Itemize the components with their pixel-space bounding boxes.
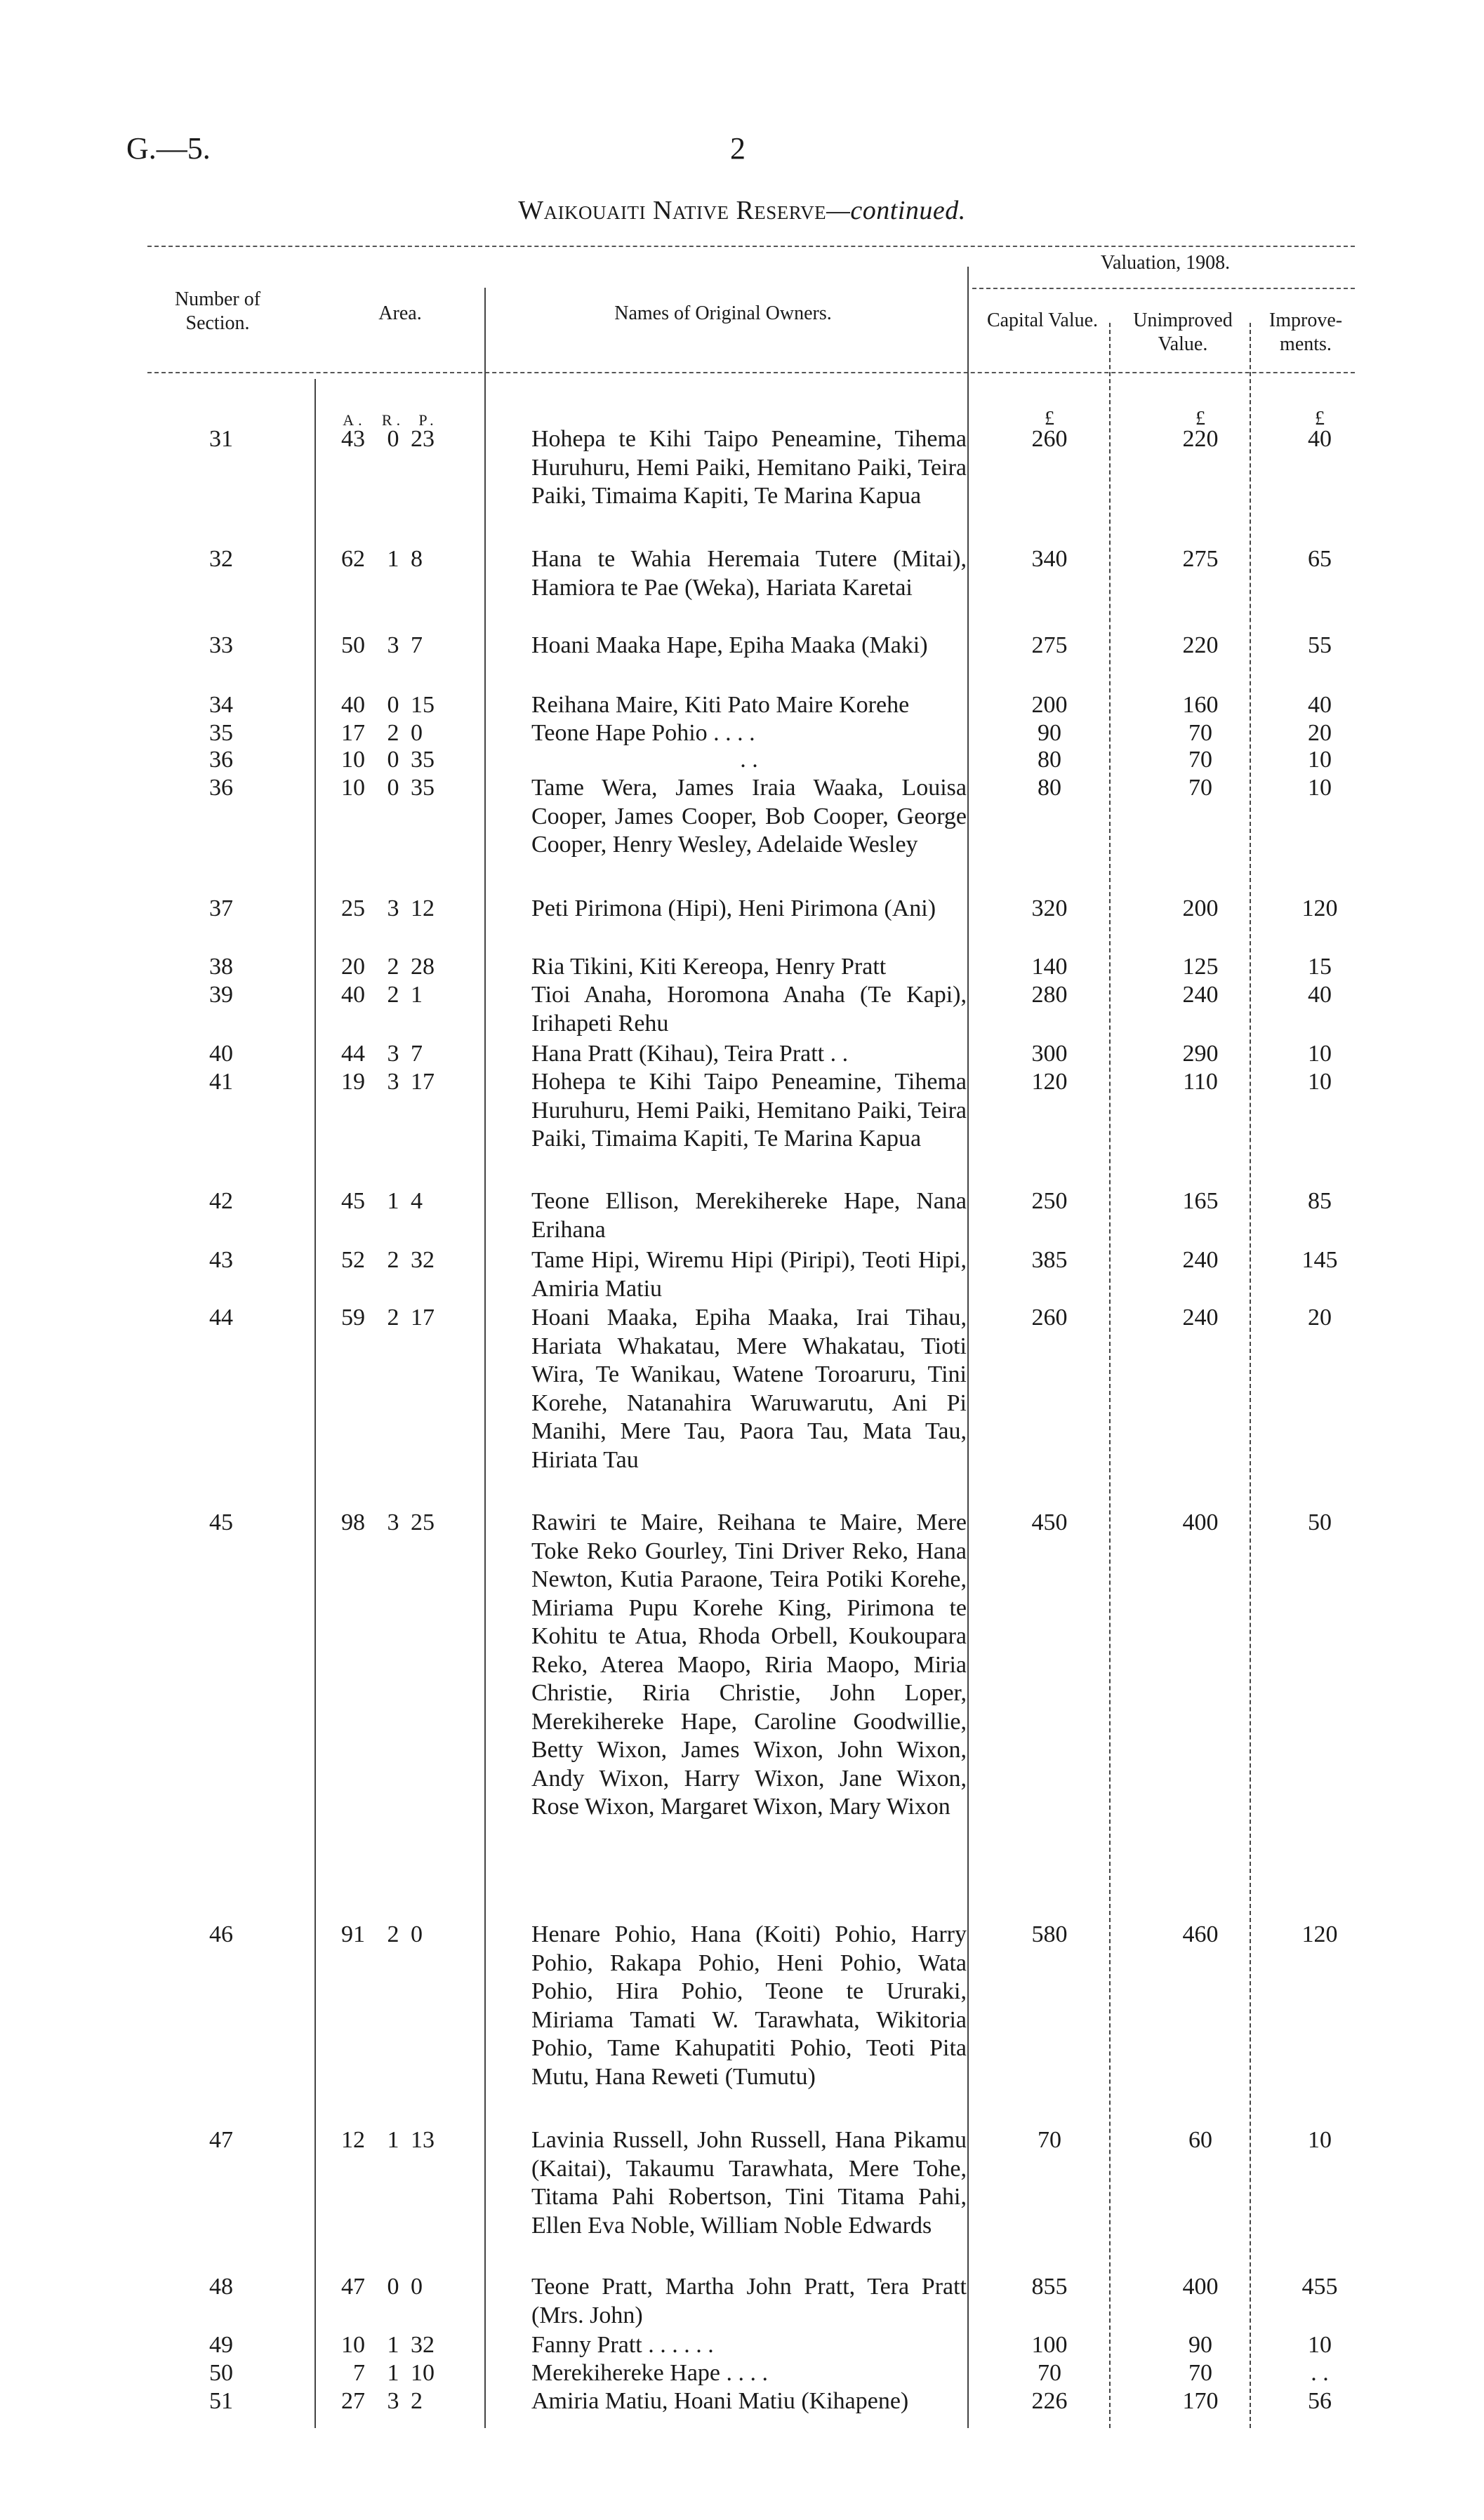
section-number: 46 (209, 1921, 233, 1947)
valuation-subrule (972, 288, 1355, 289)
title-main: Waikouaiti Native Reserve (518, 196, 827, 225)
capital-value: 70 (1038, 2127, 1061, 2153)
unimproved-value: 70 (1188, 2360, 1212, 2386)
area-roods: 3 (387, 1509, 399, 1535)
unimproved-value: 460 (1182, 1921, 1219, 1947)
unimproved-value: 275 (1182, 546, 1219, 572)
area-perches: 28 (411, 954, 435, 980)
area-perches: 32 (411, 1247, 435, 1273)
area-perches: 0 (411, 2274, 423, 2300)
capital-value: 250 (1031, 1188, 1068, 1214)
capital-value: 260 (1031, 426, 1068, 452)
area-acres: 25 (341, 895, 365, 921)
unit-roods: R. (381, 411, 405, 429)
owner-names: Merekihereke Hape . . . . (531, 2360, 769, 2386)
improvements-value: 85 (1308, 1188, 1332, 1214)
area-perches: 1 (411, 982, 423, 1008)
area-acres: 19 (341, 1069, 365, 1095)
area-acres: 27 (341, 2388, 365, 2414)
area-acres: 44 (341, 1041, 365, 1067)
area-perches: 35 (411, 775, 435, 801)
unimproved-value: 170 (1182, 2388, 1219, 2414)
area-acres: 59 (341, 1305, 365, 1331)
capital-value: 80 (1038, 775, 1061, 801)
section-number: 49 (209, 2332, 233, 2358)
currency-unimproved: £ (1195, 408, 1205, 429)
owner-names: Tame Wera, James Iraia Waaka, Louisa Cooper, James Cooper, Bob Cooper, George Cooper, Henry Wesley, Adelaide Wesley (531, 775, 967, 858)
improvements-value: 65 (1308, 546, 1332, 572)
owner-names: Reihana Maire, Kiti Pato Maire Korehe (531, 692, 910, 718)
improvements-value: 10 (1308, 1041, 1332, 1067)
section-number: 35 (209, 720, 233, 746)
area-acres: 45 (341, 1188, 365, 1214)
area-perches: 2 (411, 2388, 423, 2414)
area-roods: 1 (387, 546, 399, 572)
area-perches: 15 (411, 692, 435, 718)
section-number: 31 (209, 426, 233, 452)
unimproved-value: 240 (1182, 1247, 1219, 1273)
owner-names: Henare Pohio, Hana (Koiti) Pohio, Harry Pohio, Rakapa Pohio, Heni Pohio, Wata Pohio, Hira Pohio, Teone te Ururaki, Miriama Tamati W. Tarawhata, Wikitoria Pohio, Tame Kahupatiti Pohio, Teoti Pita Mutu, Hana Reweti (Tumutu) (531, 1921, 967, 2090)
unimproved-value: 60 (1188, 2127, 1212, 2153)
section-number: 50 (209, 2360, 233, 2386)
area-roods: 2 (387, 1921, 399, 1947)
table-top-rule (147, 246, 1355, 247)
area-perches: 7 (411, 632, 423, 658)
improvements-value: 10 (1308, 2332, 1332, 2358)
owner-names: Hohepa te Kihi Taipo Peneamine, Tihema Huruhuru, Hemi Paiki, Hemitano Paiki, Teira Paiki, Timaima Kapiti, Te Marina Kapua (531, 426, 967, 509)
area-perches: 8 (411, 546, 423, 572)
capital-value: 300 (1031, 1041, 1068, 1067)
unimproved-value: 400 (1182, 1509, 1219, 1535)
unimproved-value: 160 (1182, 692, 1219, 718)
owner-names: Ria Tikini, Kiti Kereopa, Henry Pratt (531, 954, 887, 980)
section-number: 34 (209, 692, 233, 718)
area-acres: 47 (341, 2274, 365, 2300)
capital-value: 100 (1031, 2332, 1068, 2358)
area-roods: 0 (387, 775, 399, 801)
area-roods: 3 (387, 2388, 399, 2414)
column-divider-capital (967, 267, 969, 2428)
improvements-value: 10 (1308, 1069, 1332, 1095)
header-capital: Capital Value. (986, 309, 1099, 331)
section-number: 36 (209, 775, 233, 801)
improvements-value: 20 (1308, 1305, 1332, 1331)
area-roods: 1 (387, 2360, 399, 2386)
improvements-value: 55 (1308, 632, 1332, 658)
header-valuation: Valuation, 1908. (1100, 252, 1231, 274)
area-roods: 3 (387, 1041, 399, 1067)
area-perches: 13 (411, 2127, 435, 2153)
area-roods: 1 (387, 2332, 399, 2358)
area-perches: 0 (411, 1921, 423, 1947)
header-bottom-rule (147, 372, 1355, 373)
capital-value: 140 (1031, 954, 1068, 980)
area-acres: 10 (341, 2332, 365, 2358)
section-number: 44 (209, 1305, 233, 1331)
improvements-value: 40 (1308, 982, 1332, 1008)
section-number: 38 (209, 954, 233, 980)
area-perches: 25 (411, 1509, 435, 1535)
section-number: 45 (209, 1509, 233, 1535)
area-roods: 3 (387, 632, 399, 658)
area-acres: 43 (341, 426, 365, 452)
improvements-value: 10 (1308, 775, 1332, 801)
area-perches: 17 (411, 1069, 435, 1095)
unimproved-value: 70 (1188, 747, 1212, 773)
area-roods: 2 (387, 1247, 399, 1273)
improvements-value: 40 (1308, 426, 1332, 452)
section-number: 37 (209, 895, 233, 921)
capital-value: 70 (1038, 2360, 1061, 2386)
capital-value: 450 (1031, 1509, 1068, 1535)
page-title (0, 195, 1484, 226)
unimproved-value: 220 (1182, 632, 1219, 658)
capital-value: 80 (1038, 747, 1061, 773)
area-acres: 12 (341, 2127, 365, 2153)
owner-names: Hoani Maaka, Epiha Maaka, Irai Tihau, Hariata Whakatau, Mere Whakatau, Tioti Wira, Te Wanikau, Watene Toroaruru, Tini Korehe, Natanahira Waruwarutu, Ani Pi Manihi, Mere Tau, Paora Tau, Mata Tau, Hiriata Tau (531, 1305, 967, 1473)
owner-names: Peti Pirimona (Hipi), Heni Pirimona (Ani) (531, 895, 936, 921)
area-acres: 17 (341, 720, 365, 746)
title-continued: —continued. (826, 196, 966, 225)
capital-value: 90 (1038, 720, 1061, 746)
section-number: 51 (209, 2388, 233, 2414)
owner-names: Rawiri te Maire, Reihana te Maire, Mere Toke Reko Gourley, Tini Driver Reko, Hana Newton, Kutia Paraone, Teira Potiki Korehe, Miriama Pupu Korehe King, Pirimona te Kohitu te Atua, Rhoda Orbell, Koukoupara Reko, Aterea Maopo, Riria Maopo, Miria Christie, Riria Christie, John Loper, Merekihereke Hape, Caroline Goodwillie, Betty Wixon, James Wixon, John Wixon, Andy Wixon, Harry Wixon, Jane Wixon, Rose Wixon, Margaret Wixon, Mary Wixon (531, 1509, 967, 1820)
unit-perches: P. (418, 411, 438, 429)
area-acres: 98 (341, 1509, 365, 1535)
improvements-value: 20 (1308, 720, 1332, 746)
area-perches: 23 (411, 426, 435, 452)
unimproved-value: 240 (1182, 1305, 1219, 1331)
capital-value: 320 (1031, 895, 1068, 921)
section-number: 42 (209, 1188, 233, 1214)
improvements-value: . . (1311, 2360, 1329, 2386)
owner-names: Hohepa te Kihi Taipo Peneamine, Tihema Huruhuru, Hemi Paiki, Hemitano Paiki, Teira Paiki, Timaima Kapiti, Te Marina Kapua (531, 1069, 967, 1152)
owner-names: Hana te Wahia Heremaia Tutere (Mitai), Hamiora te Pae (Weka), Hariata Karetai (531, 546, 967, 601)
owner-names: Tame Hipi, Wiremu Hipi (Piripi), Teoti Hipi, Amiria Matiu (531, 1247, 967, 1302)
area-roods: 3 (387, 1069, 399, 1095)
improvements-value: 10 (1308, 2127, 1332, 2153)
unimproved-value: 90 (1188, 2332, 1212, 2358)
unimproved-value: 165 (1182, 1188, 1219, 1214)
currency-capital: £ (1045, 408, 1054, 429)
unimproved-value: 70 (1188, 775, 1212, 801)
improvements-value: 455 (1301, 2274, 1338, 2300)
section-number: 48 (209, 2274, 233, 2300)
header-section: Number of Section. (174, 288, 261, 334)
owner-names: Teone Ellison, Merekihereke Hape, Nana Erihana (531, 1188, 967, 1243)
column-divider-names (484, 288, 486, 2428)
section-number: 47 (209, 2127, 233, 2153)
area-perches: 4 (411, 1188, 423, 1214)
section-number: 43 (209, 1247, 233, 1273)
owner-names: Hoani Maaka Hape, Epiha Maaka (Maki) (531, 632, 928, 658)
header-unimproved: Unimproved Value. (1133, 309, 1233, 355)
area-roods: 0 (387, 747, 399, 773)
area-acres: 7 (353, 2360, 365, 2386)
area-perches: 0 (411, 720, 423, 746)
area-acres: 20 (341, 954, 365, 980)
unimproved-value: 110 (1183, 1069, 1218, 1095)
improvements-value: 120 (1301, 895, 1338, 921)
area-roods: 3 (387, 895, 399, 921)
improvements-value: 56 (1308, 2388, 1332, 2414)
capital-value: 200 (1031, 692, 1068, 718)
owner-names: Tioi Anaha, Horomona Anaha (Te Kapi), Irihapeti Rehu (531, 982, 967, 1036)
area-acres: 40 (341, 692, 365, 718)
owner-names: . . (740, 747, 758, 773)
section-number: 39 (209, 982, 233, 1008)
area-perches: 32 (411, 2332, 435, 2358)
owner-names: Amiria Matiu, Hoani Matiu (Kihapene) (531, 2388, 909, 2414)
area-roods: 2 (387, 720, 399, 746)
capital-value: 260 (1031, 1305, 1068, 1331)
section-number: 33 (209, 632, 233, 658)
area-acres: 62 (341, 546, 365, 572)
owner-names: Teone Hape Pohio . . . . (531, 720, 755, 746)
improvements-value: 10 (1308, 747, 1332, 773)
capital-value: 855 (1031, 2274, 1068, 2300)
unimproved-value: 125 (1182, 954, 1219, 980)
unimproved-value: 70 (1188, 720, 1212, 746)
capital-value: 120 (1031, 1069, 1068, 1095)
capital-value: 385 (1031, 1247, 1068, 1273)
unit-acres: A. (343, 411, 366, 429)
capital-value: 275 (1031, 632, 1068, 658)
unimproved-value: 240 (1182, 982, 1219, 1008)
currency-improvements: £ (1315, 408, 1325, 429)
area-roods: 1 (387, 2127, 399, 2153)
section-number: 36 (209, 747, 233, 773)
area-roods: 2 (387, 982, 399, 1008)
area-acres: 52 (341, 1247, 365, 1273)
header-improvements: Improve- ments. (1268, 309, 1343, 355)
area-acres: 91 (341, 1921, 365, 1947)
area-perches: 12 (411, 895, 435, 921)
page-number: 2 (730, 131, 746, 166)
section-number: 40 (209, 1041, 233, 1067)
area-roods: 0 (387, 2274, 399, 2300)
area-acres: 10 (341, 775, 365, 801)
area-roods: 1 (387, 1188, 399, 1214)
owner-names: Teone Pratt, Martha John Pratt, Tera Pratt (Mrs. John) (531, 2274, 967, 2328)
improvements-value: 145 (1301, 1247, 1338, 1273)
improvements-value: 50 (1308, 1509, 1332, 1535)
unimproved-value: 220 (1182, 426, 1219, 452)
unimproved-value: 200 (1182, 895, 1219, 921)
area-roods: 0 (387, 692, 399, 718)
improvements-value: 40 (1308, 692, 1332, 718)
header-area: Area. (378, 302, 422, 324)
column-divider-area (314, 379, 316, 2428)
owner-names: Lavinia Russell, John Russell, Hana Pikamu (Kaitai), Takaumu Tarawhata, Mere Tohe, Titama Pahi Robertson, Tini Titama Pahi, Ellen Eva Noble, William Noble Edwards (531, 2127, 967, 2239)
section-number: 32 (209, 546, 233, 572)
unimproved-value: 400 (1182, 2274, 1219, 2300)
capital-value: 226 (1031, 2388, 1068, 2414)
unimproved-value: 290 (1182, 1041, 1219, 1067)
area-perches: 17 (411, 1305, 435, 1331)
area-perches: 10 (411, 2360, 435, 2386)
area-roods: 0 (387, 426, 399, 452)
area-acres: 50 (341, 632, 365, 658)
area-acres: 10 (341, 747, 365, 773)
section-number: 41 (209, 1069, 233, 1095)
area-roods: 2 (387, 1305, 399, 1331)
area-perches: 7 (411, 1041, 423, 1067)
improvements-value: 15 (1308, 954, 1332, 980)
area-acres: 40 (341, 982, 365, 1008)
area-perches: 35 (411, 747, 435, 773)
capital-value: 280 (1031, 982, 1068, 1008)
capital-value: 580 (1031, 1921, 1068, 1947)
improvements-value: 120 (1301, 1921, 1338, 1947)
owner-names: Hana Pratt (Kihau), Teira Pratt . . (531, 1041, 849, 1067)
capital-value: 340 (1031, 546, 1068, 572)
area-roods: 2 (387, 954, 399, 980)
owner-names: Fanny Pratt . . . . . . (531, 2332, 714, 2358)
document-reference: G.—5. (126, 131, 211, 166)
header-names: Names of Original Owners. (614, 302, 832, 324)
